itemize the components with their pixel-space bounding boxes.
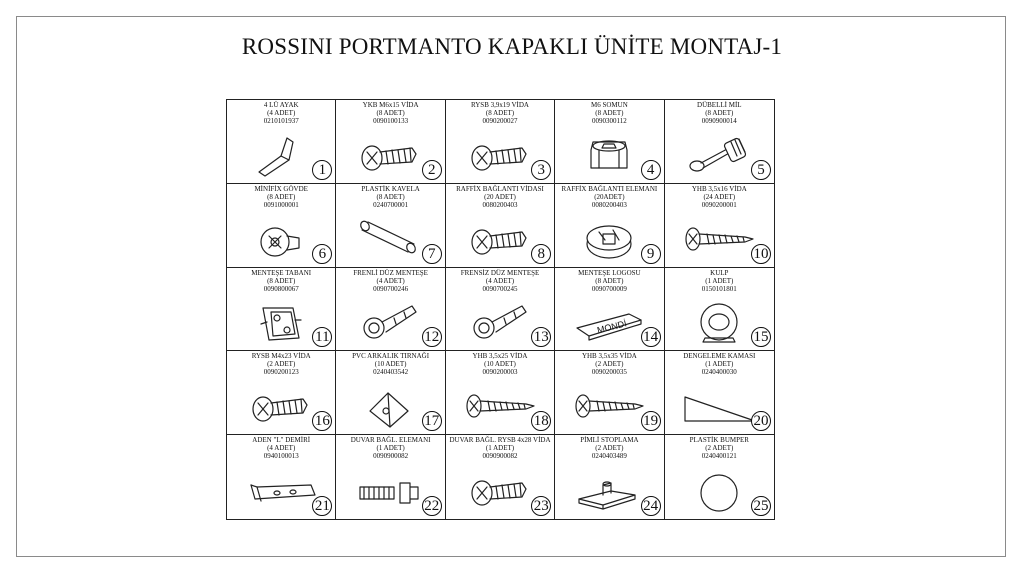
clip-icon	[350, 381, 430, 431]
part-cell	[555, 268, 664, 352]
wood-screw-icon	[460, 381, 540, 431]
part-qty: (20 ADET)	[484, 192, 516, 201]
wood-screw-icon	[679, 214, 759, 264]
part-name: DUVAR BAĞL. ELEMANI	[350, 436, 431, 445]
part-code: 0090900082	[373, 452, 409, 461]
part-name: DUVAR BAĞL. RYSB 4x28 VİDA	[449, 436, 551, 445]
part-code: 0090200035	[591, 368, 627, 377]
part-name: PLASTİK BUMPER	[689, 436, 749, 445]
part-code: 0090900014	[701, 117, 737, 125]
part-code: 0210101937	[263, 117, 299, 125]
part-qty: (4 ADET)	[267, 109, 296, 117]
part-qty: (24 ADET)	[703, 192, 736, 201]
part-qty: (2 ADET)	[595, 360, 624, 369]
part-qty: (10 ADET)	[374, 360, 407, 369]
part-number-badge: 21	[312, 496, 332, 516]
part-number-badge: 22	[422, 496, 442, 516]
part-code: 0150101801	[701, 284, 737, 293]
part-cell	[665, 184, 774, 268]
part-code: 0090100133	[373, 117, 409, 125]
part-code: 0090200123	[263, 368, 299, 377]
part-code: 0090700009	[591, 284, 627, 293]
part-code: 0090700246	[373, 284, 409, 293]
part-number-badge: 9	[641, 244, 661, 264]
part-cell	[227, 100, 336, 184]
nut-icon	[569, 130, 649, 180]
part-code: 0090900082	[482, 452, 518, 461]
part-number-badge: 1	[312, 160, 332, 180]
part-code: 0090800067	[263, 284, 299, 293]
part-number-badge: 20	[751, 411, 771, 431]
part-name: YHB 3,5x25 VİDA	[472, 352, 528, 361]
part-number-badge: 24	[641, 496, 661, 516]
part-cell	[227, 351, 336, 435]
part-number-badge: 18	[531, 411, 551, 431]
part-number-badge: 10	[751, 244, 771, 264]
minifix-icon	[241, 214, 321, 264]
part-qty: (4 ADET)	[485, 276, 515, 285]
part-name: PİMLİ STOPLAMA	[580, 436, 639, 445]
part-code: 0090200001	[701, 200, 737, 209]
part-name: RYSB M4x23 VİDA	[251, 352, 311, 361]
stopper-icon	[569, 465, 649, 515]
part-code: 0080200403	[482, 200, 518, 209]
part-code: 0090700245	[482, 284, 518, 293]
part-qty: (1 ADET)	[376, 444, 405, 453]
dowel-icon	[350, 214, 430, 264]
part-code: 0091000001	[263, 200, 299, 209]
logo-plate-icon	[569, 298, 649, 348]
part-name: MENTEŞE TABANI	[251, 268, 312, 277]
part-number-badge: 6	[312, 244, 332, 264]
part-cell	[555, 351, 664, 435]
part-number-badge: 14	[641, 327, 661, 347]
screw-icon	[241, 381, 321, 431]
part-cell	[446, 268, 555, 352]
part-qty: (2 ADET)	[705, 444, 734, 453]
part-code: 0240400121	[701, 452, 737, 461]
part-cell	[336, 435, 445, 519]
part-cell	[446, 184, 555, 268]
part-cell	[446, 351, 555, 435]
part-code: 0240700001	[373, 200, 409, 209]
part-qty: (2 ADET)	[267, 360, 296, 369]
part-cell	[336, 268, 445, 352]
logo-text: MONDİ	[596, 317, 628, 335]
hinge-base-icon	[241, 298, 321, 348]
part-cell	[665, 435, 774, 519]
part-code: 0090200003	[482, 368, 518, 377]
part-qty: (20ADET)	[594, 192, 625, 201]
handle-icon	[679, 298, 759, 348]
part-qty: (8 ADET)	[595, 109, 624, 117]
part-cell	[227, 268, 336, 352]
part-name: PVC ARKALIK TIRNAĞI	[352, 352, 430, 361]
part-number-badge: 25	[751, 496, 771, 516]
hinge-icon	[460, 298, 540, 348]
part-cell	[555, 184, 664, 268]
part-number-badge: 7	[422, 244, 442, 264]
part-qty: (8 ADET)	[485, 109, 515, 117]
part-qty: (8 ADET)	[376, 192, 405, 201]
part-name: YKB M6x15 VİDA	[362, 101, 419, 109]
part-number-badge: 12	[422, 327, 442, 347]
part-code: 0940100013	[263, 452, 299, 461]
part-number-badge: 4	[641, 160, 661, 180]
parts-grid	[226, 99, 775, 520]
part-name: MENTEŞE LOGOSU	[578, 268, 641, 277]
part-name: FRENLİ DÜZ MENTEŞE	[353, 268, 428, 277]
part-name: KULP	[710, 268, 729, 277]
part-name: YHB 3,5x35 VİDA	[581, 352, 637, 361]
part-qty: (4 ADET)	[267, 444, 296, 453]
page-title: ROSSINI PORTMANTO KAPAKLI ÜNİTE MONTAJ-1	[241, 34, 783, 59]
part-qty: (2 ADET)	[595, 444, 624, 453]
part-name: RYSB 3,9x19 VİDA	[470, 101, 529, 109]
part-name: M6 SOMUN	[591, 101, 628, 109]
part-qty: (10 ADET)	[484, 360, 516, 369]
wood-screw-icon	[569, 381, 649, 431]
part-code: 0240400030	[701, 368, 737, 377]
part-name: ADEN "L" DEMİRİ	[252, 436, 311, 445]
part-qty: (8 ADET)	[376, 109, 405, 117]
part-code: 0240403542	[373, 368, 409, 377]
part-cell	[227, 184, 336, 268]
part-name: DENGELEME KAMASI	[683, 352, 756, 361]
screw-icon	[460, 214, 540, 264]
part-code: 0090200027	[482, 117, 518, 125]
part-name: DÜBELLİ MİL	[697, 101, 742, 109]
part-qty: (4 ADET)	[376, 276, 405, 285]
part-name: 4 LÜ AYAK	[263, 101, 299, 109]
part-cell	[446, 100, 555, 184]
part-cell	[227, 435, 336, 519]
part-cell	[665, 351, 774, 435]
part-cell	[336, 100, 445, 184]
part-number-badge: 3	[531, 160, 551, 180]
part-number-badge: 5	[751, 160, 771, 180]
part-name: MİNİFİX GÖVDE	[254, 184, 308, 193]
part-cell	[336, 351, 445, 435]
part-name: YHB 3,5x16 VİDA	[691, 184, 747, 193]
part-qty: (8 ADET)	[705, 109, 734, 117]
part-number-badge: 16	[312, 411, 332, 431]
dowel-pin-icon	[679, 130, 759, 180]
part-qty: (1 ADET)	[705, 360, 734, 369]
hinge-icon	[350, 298, 430, 348]
bracket-foot-icon	[241, 130, 321, 180]
part-qty: (1 ADET)	[485, 444, 515, 453]
part-name: FRENSİZ DÜZ MENTEŞE	[460, 268, 540, 277]
part-cell	[336, 184, 445, 268]
part-qty: (1 ADET)	[705, 276, 734, 285]
part-qty: (8 ADET)	[267, 192, 296, 201]
part-code: 0080200403	[591, 200, 627, 209]
part-cell	[555, 435, 664, 519]
part-number-badge: 17	[422, 411, 442, 431]
part-cell	[446, 435, 555, 519]
part-number-badge: 23	[531, 496, 551, 516]
part-name: RAFFİX BAĞLANTI VİDASI	[456, 184, 544, 193]
bumper-icon	[679, 465, 759, 515]
part-number-badge: 2	[422, 160, 442, 180]
screw-icon	[460, 130, 540, 180]
part-number-badge: 15	[751, 327, 771, 347]
raffix-icon	[569, 214, 649, 264]
part-number-badge: 8	[531, 244, 551, 264]
wedge-icon	[679, 381, 759, 431]
part-number-badge: 11	[312, 327, 332, 347]
part-number-badge: 19	[641, 411, 661, 431]
l-bracket-icon	[241, 465, 321, 515]
part-code: 0240403489	[591, 452, 627, 461]
part-cell	[665, 268, 774, 352]
part-cell	[555, 100, 664, 184]
part-name: RAFFİX BAĞLANTI ELEMANI	[561, 184, 658, 193]
part-name: PLASTİK KAVELA	[361, 184, 420, 193]
part-qty: (8 ADET)	[267, 276, 296, 285]
wall-anchor-icon	[350, 465, 430, 515]
screw-icon	[350, 130, 430, 180]
screw-icon	[460, 465, 540, 515]
part-cell	[665, 100, 774, 184]
part-number-badge: 13	[531, 327, 551, 347]
part-code: 0090300112	[592, 117, 627, 125]
part-qty: (8 ADET)	[595, 276, 624, 285]
